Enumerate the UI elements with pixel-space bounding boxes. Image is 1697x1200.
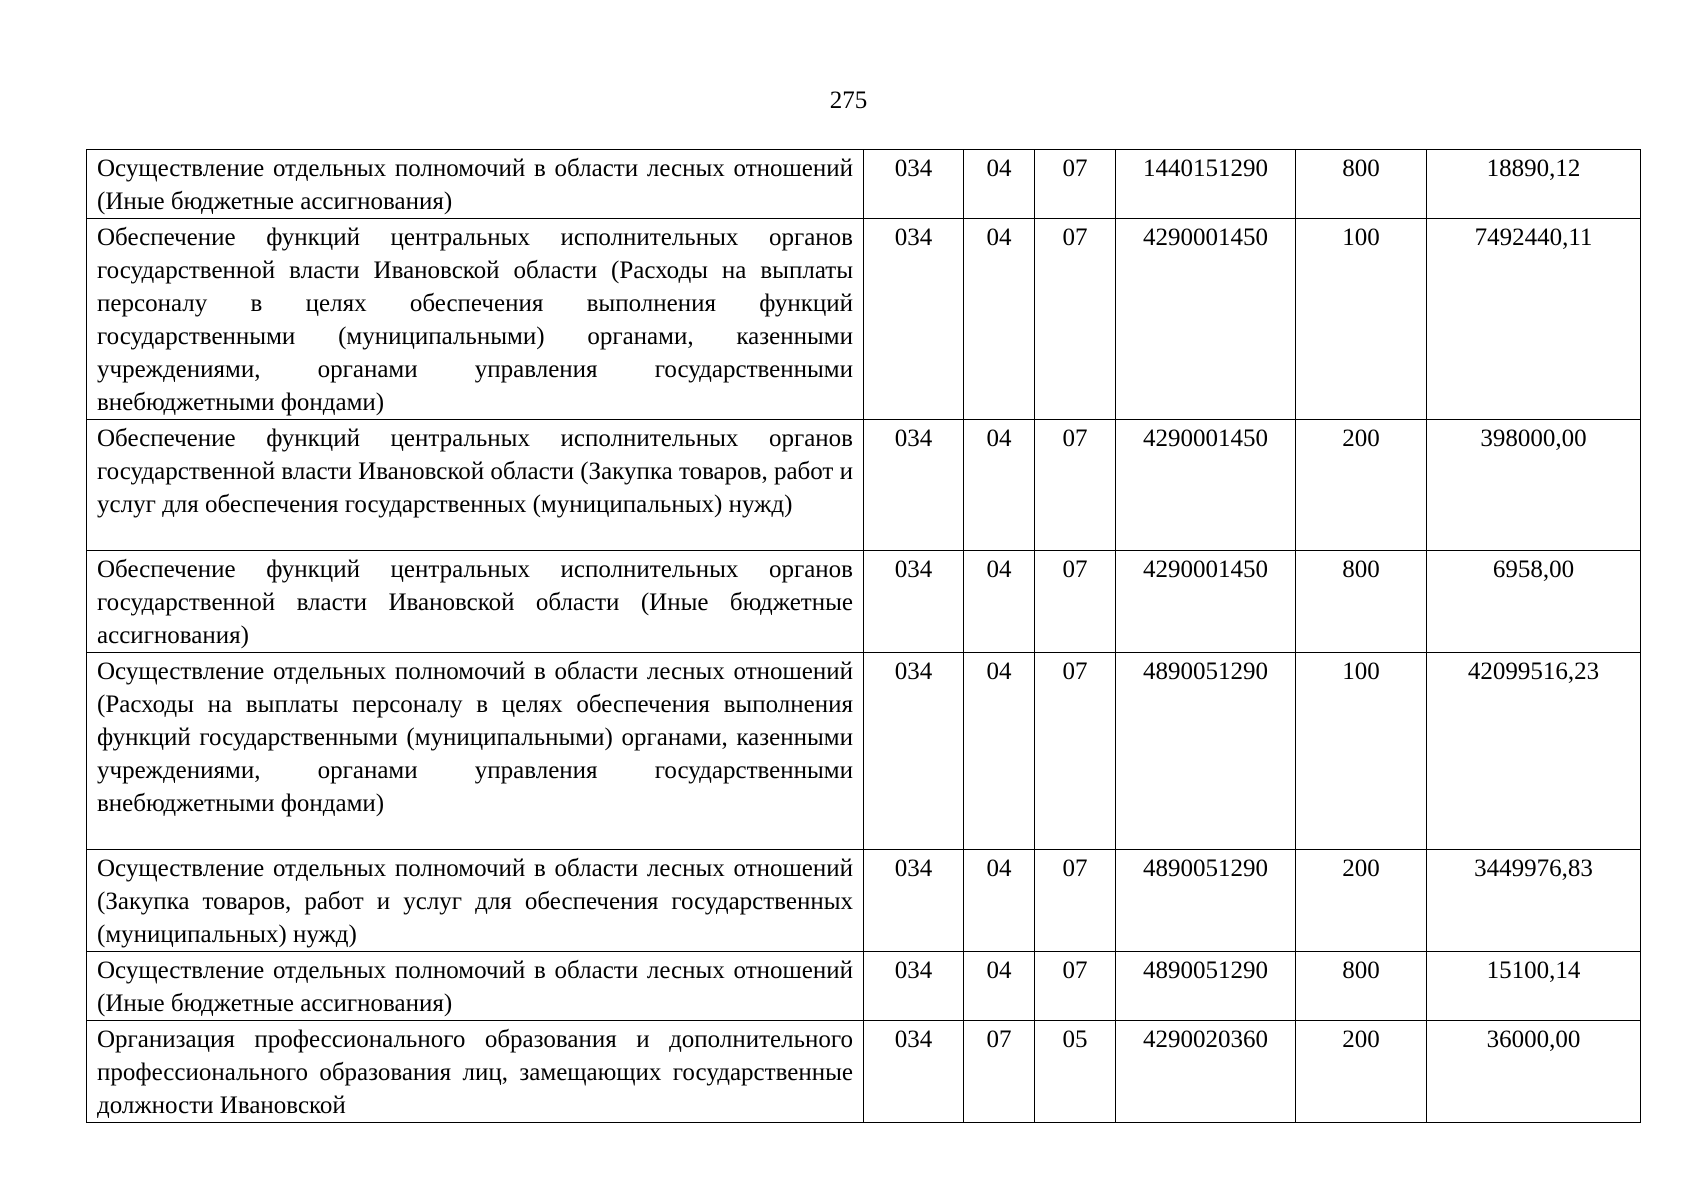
- row-description: Осуществление отдельных полномочий в области лесных отношений (Закупка товаров, работ и услуг для обеспечения государственных (муниципальных) нужд): [87, 850, 864, 952]
- table-row: [87, 1021, 1641, 1123]
- subsection-code: 07: [1035, 551, 1116, 653]
- amount: 3449976,83: [1427, 850, 1641, 952]
- target-article-code: 4290001450: [1116, 219, 1296, 420]
- page-number: 275: [829, 87, 868, 114]
- amount: 15100,14: [1427, 952, 1641, 1021]
- section-code: 04: [964, 551, 1035, 653]
- ministry-code: 034: [864, 420, 964, 551]
- subsection-code: 07: [1035, 850, 1116, 952]
- subsection-code: 07: [1035, 952, 1116, 1021]
- ministry-code: 034: [864, 653, 964, 850]
- amount: 6958,00: [1427, 551, 1641, 653]
- target-article-code: 4890051290: [1116, 850, 1296, 952]
- expense-type-code: 800: [1296, 150, 1427, 219]
- expense-type-code: 200: [1296, 1021, 1427, 1123]
- table-row: [87, 219, 1641, 420]
- amount: 18890,12: [1427, 150, 1641, 219]
- target-article-code: 4290001450: [1116, 420, 1296, 551]
- target-article-code: 4290020360: [1116, 1021, 1296, 1123]
- subsection-code: 05: [1035, 1021, 1116, 1123]
- table-row: [87, 420, 1641, 551]
- subsection-code: 07: [1035, 420, 1116, 551]
- target-article-code: 4890051290: [1116, 653, 1296, 850]
- row-description: Осуществление отдельных полномочий в области лесных отношений (Расходы на выплаты персоналу в целях обеспечения выполнения функций государственными (муниципальными) органами, казенными учреждениями, органами управления государственными внебюджетными фондами): [87, 653, 864, 850]
- ministry-code: 034: [864, 150, 964, 219]
- ministry-code: 034: [864, 952, 964, 1021]
- amount: 398000,00: [1427, 420, 1641, 551]
- table-row: [87, 150, 1641, 219]
- section-code: 04: [964, 150, 1035, 219]
- expense-type-code: 200: [1296, 420, 1427, 551]
- table-row: [87, 952, 1641, 1021]
- target-article-code: 4890051290: [1116, 952, 1296, 1021]
- table-row: [87, 850, 1641, 952]
- expense-type-code: 100: [1296, 653, 1427, 850]
- section-code: 07: [964, 1021, 1035, 1123]
- row-description: Обеспечение функций центральных исполнительных органов государственной власти Ивановской области (Расходы на выплаты персоналу в целях обеспечения выполнения функций государственными (муниципальными) органами, казенными учреждениями, органами управления государственными внебюджетными фондами): [87, 219, 864, 420]
- section-code: 04: [964, 952, 1035, 1021]
- ministry-code: 034: [864, 850, 964, 952]
- section-code: 04: [964, 653, 1035, 850]
- ministry-code: 034: [864, 219, 964, 420]
- ministry-code: 034: [864, 551, 964, 653]
- row-description: Организация профессионального образования и дополнительного профессионального образования лиц, замещающих государственные должности Ивановской: [87, 1021, 864, 1123]
- section-code: 04: [964, 850, 1035, 952]
- row-description: Обеспечение функций центральных исполнительных органов государственной власти Ивановской области (Закупка товаров, работ и услуг для обеспечения государственных (муниципальных) нужд): [87, 420, 864, 551]
- target-article-code: 4290001450: [1116, 551, 1296, 653]
- expense-type-code: 200: [1296, 850, 1427, 952]
- expense-type-code: 800: [1296, 551, 1427, 653]
- amount: 42099516,23: [1427, 653, 1641, 850]
- section-code: 04: [964, 420, 1035, 551]
- ministry-code: 034: [864, 1021, 964, 1123]
- subsection-code: 07: [1035, 653, 1116, 850]
- table-row: [87, 653, 1641, 850]
- row-description: Осуществление отдельных полномочий в области лесных отношений (Иные бюджетные ассигнования): [87, 150, 864, 219]
- subsection-code: 07: [1035, 150, 1116, 219]
- expense-type-code: 800: [1296, 952, 1427, 1021]
- amount: 7492440,11: [1427, 219, 1641, 420]
- table-row: [87, 551, 1641, 653]
- amount: 36000,00: [1427, 1021, 1641, 1123]
- budget-table: [86, 149, 1641, 1123]
- section-code: 04: [964, 219, 1035, 420]
- row-description: Обеспечение функций центральных исполнительных органов государственной власти Ивановской области (Иные бюджетные ассигнования): [87, 551, 864, 653]
- target-article-code: 1440151290: [1116, 150, 1296, 219]
- row-description: Осуществление отдельных полномочий в области лесных отношений (Иные бюджетные ассигнования): [87, 952, 864, 1021]
- subsection-code: 07: [1035, 219, 1116, 420]
- expense-type-code: 100: [1296, 219, 1427, 420]
